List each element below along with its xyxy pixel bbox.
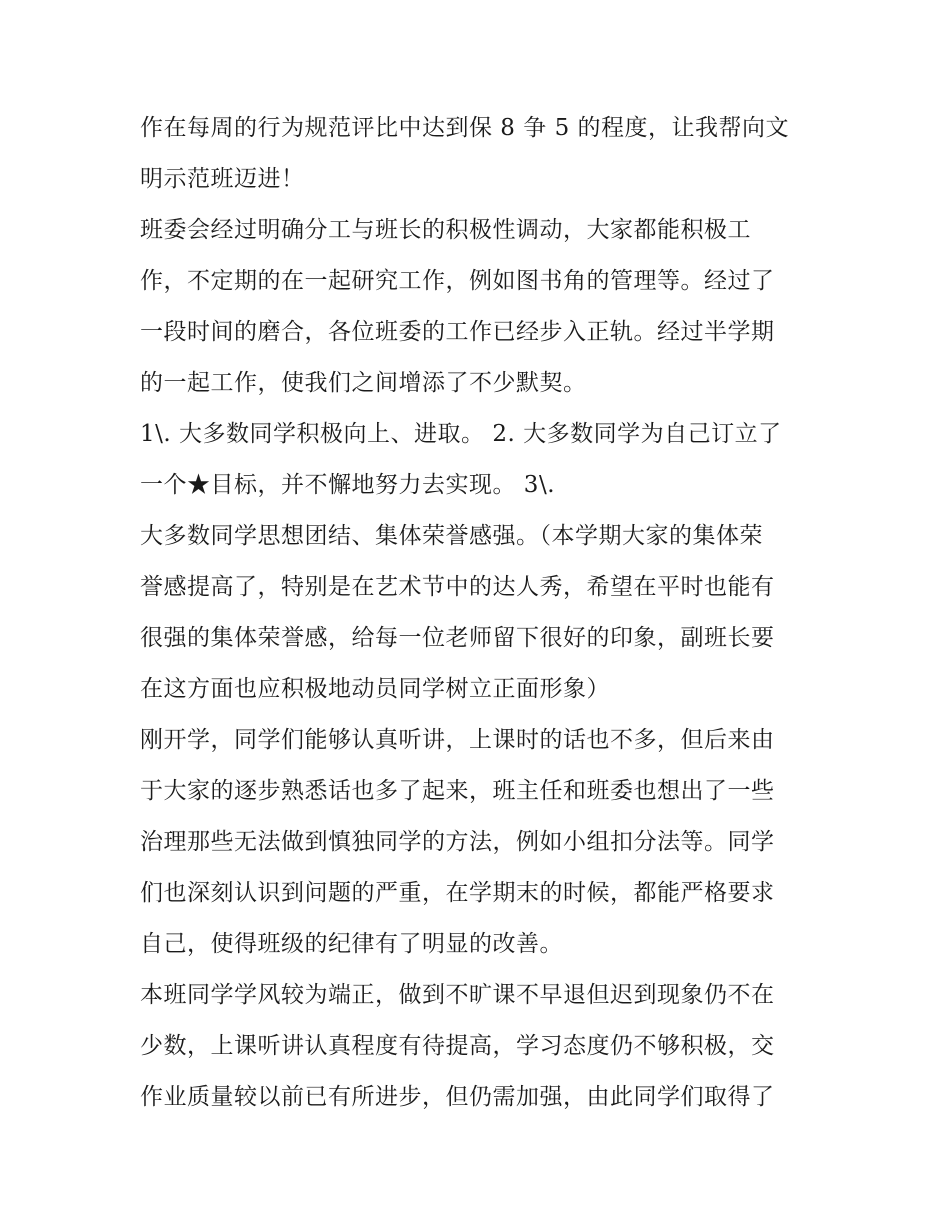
text-line: 作在每周的行为规范评比中达到保 8 争 5 的程度，让我帮向文 bbox=[140, 115, 790, 141]
text-line: 们也深刻认识到问题的严重，在学期末的时候，都能严格要求 bbox=[140, 880, 775, 906]
text-line: 班委会经过明确分工与班长的积极性调动，大家都能积极工 bbox=[140, 217, 751, 243]
text-line: 作，不定期的在一起研究工作，例如图书角的管理等。经过了 bbox=[140, 268, 775, 294]
text-line: 1\. 大多数同学积极向上、进取。 2. 大多数同学为自己订立了 bbox=[140, 421, 782, 447]
text-line: 大多数同学思想团结、集体荣誉感强。（本学期大家的集体荣 bbox=[140, 523, 763, 549]
text-line: 一个★目标，并不懈地努力去实现。 3\. bbox=[140, 472, 556, 498]
text-line: 一段时间的磨合，各位班委的工作已经步入正轨。经过半学期 bbox=[140, 319, 775, 345]
text-line: 作业质量较以前已有所进步，但仍需加强，由此同学们取得了 bbox=[140, 1084, 775, 1110]
text-line: 自己，使得班级的纪律有了明显的改善。 bbox=[140, 931, 563, 957]
text-line: 在这方面也应积极地动员同学树立正面形象） bbox=[140, 676, 610, 702]
document-body bbox=[140, 103, 820, 1123]
text-line: 治理那些无法做到慎独同学的方法，例如小组扣分法等。同学 bbox=[140, 829, 775, 855]
text-line: 于大家的逐步熟悉话也多了起来，班主任和班委也想出了一些 bbox=[140, 778, 775, 804]
text-line: 誉感提高了，特别是在艺术节中的达人秀，希望在平时也能有 bbox=[140, 574, 775, 600]
text-line: 刚开学，同学们能够认真听讲，上课时的话也不多，但后来由 bbox=[140, 727, 775, 753]
text-line: 本班同学学风较为端正，做到不旷课不早退但迟到现象仍不在 bbox=[140, 982, 775, 1008]
text-line: 明示范班迈进！ bbox=[140, 166, 305, 192]
text-line: 少数，上课听讲认真程度有待提高，学习态度仍不够积极，交 bbox=[140, 1033, 775, 1059]
text-line: 很强的集体荣誉感，给每一位老师留下很好的印象，副班长要 bbox=[140, 625, 775, 651]
text-line: 的一起工作，使我们之间增添了不少默契。 bbox=[140, 370, 587, 396]
